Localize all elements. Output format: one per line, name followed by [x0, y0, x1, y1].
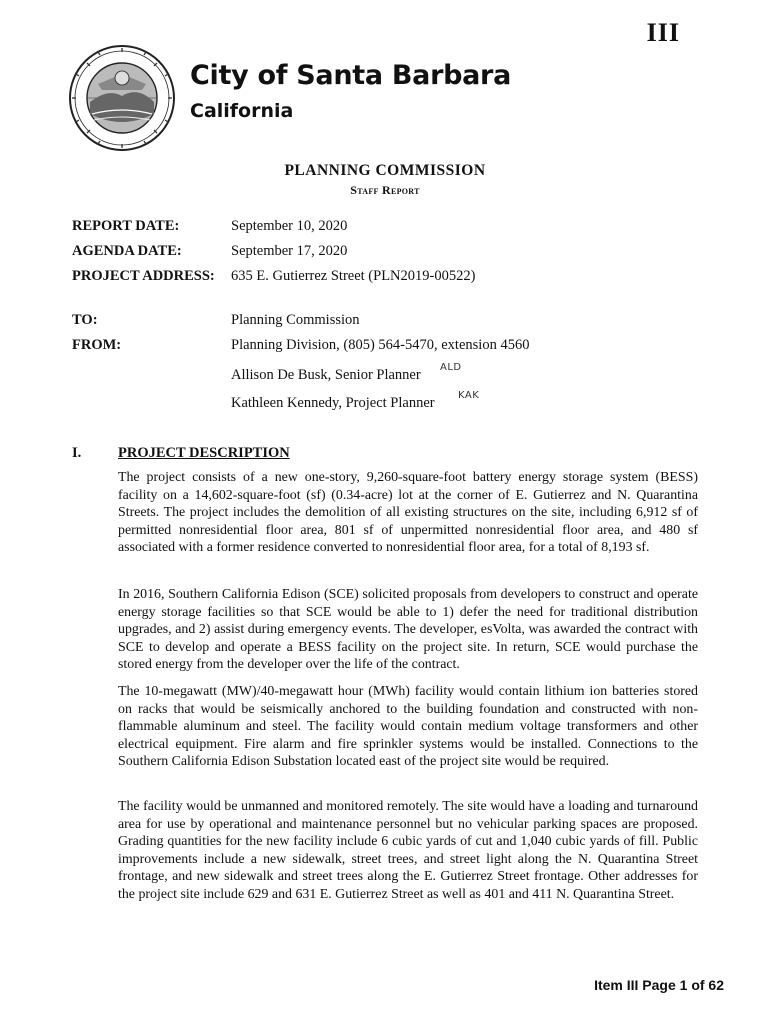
staff-initials-2: KAK — [458, 390, 480, 401]
staff-name-2: Kathleen Kennedy, Project Planner — [231, 395, 435, 411]
report-date-value: September 10, 2020 — [231, 218, 348, 234]
city-name: City of Santa Barbara — [190, 60, 511, 91]
report-type-heading: Staff Report — [350, 183, 420, 197]
project-address-label: PROJECT ADDRESS: — [72, 268, 215, 284]
section-title: PROJECT DESCRIPTION — [118, 445, 290, 461]
page-footer: Item III Page 1 of 62 — [594, 977, 724, 993]
item-number: III — [646, 18, 680, 47]
agenda-date-value: September 17, 2020 — [231, 243, 348, 259]
agenda-date-label: AGENDA DATE: — [72, 243, 182, 259]
from-value: Planning Division, (805) 564-5470, extension 4560 — [231, 337, 530, 353]
to-value: Planning Commission — [231, 312, 360, 328]
from-label: FROM: — [72, 337, 122, 353]
section-number: I. — [72, 445, 82, 461]
city-seal-logo — [68, 44, 176, 152]
paragraph: The project consists of a new one-story, 9,260-square-foot battery energy storage system (BESS) facility on a 14,602-square-foot (sf) (0.34-acre) lot at the corner of E. Gutierrez and N. Quarantina Streets. The project includes the demolition of all existing structures on the site, including 6,912 sf of permitted nonresidential floor area, 801 sf of unpermitted nonresidential floor area, and 480 sf associated with a former residence converted to nonresidential floor area, for a total of 8,193 sf. — [118, 470, 698, 556]
project-address-value: 635 E. Gutierrez Street (PLN2019-00522) — [231, 268, 476, 284]
staff-name-1: Allison De Busk, Senior Planner — [231, 367, 421, 383]
paragraph: In 2016, Southern California Edison (SCE) solicited proposals from developers to construct and operate energy storage facilities so that SCE would be able to 1) defer the need for traditional distribution upgrades, and 2) assist during emergency events. The developer, esVolta, was awarded the contract with SCE to develop and operate a BESS facility on the project site. In return, SCE would purchase the stored energy from the developer over the life of the contract. — [118, 587, 698, 673]
state-name: California — [190, 100, 294, 122]
commission-heading: PLANNING COMMISSION — [284, 162, 486, 179]
report-date-label: REPORT DATE: — [72, 218, 180, 234]
paragraph: The facility would be unmanned and monitored remotely. The site would have a loading and turnaround area for use by operational and maintenance personnel but no vehicular parking spaces are proposed. Grading quantities for the new facility include 6 cubic yards of cut and 1,040 cubic yards of fill. Public improvements include a new sidewalk, street trees, and street light along the N. Quarantina Street frontage, and new sidewalk and street trees along the E. Gutierrez Street frontage. Other addresses for the project site include 629 and 631 E. Gutierrez Street as well as 401 and 411 N. Quarantina Street. — [118, 799, 698, 902]
staff-initials-1: ALD — [440, 362, 462, 373]
paragraph: The 10-megawatt (MW)/40-megawatt hour (MWh) facility would contain lithium ion batteries stored on racks that would be seismically anchored to the building foundation and constructed with non-flammable aluminum and steel. The facility would contain medium voltage transformers and other electrical equipment. Fire alarm and fire sprinkler systems would be installed. Connections to the Southern California Edison Substation located east of the project site would be required. — [118, 684, 698, 770]
to-label: TO: — [72, 312, 98, 328]
